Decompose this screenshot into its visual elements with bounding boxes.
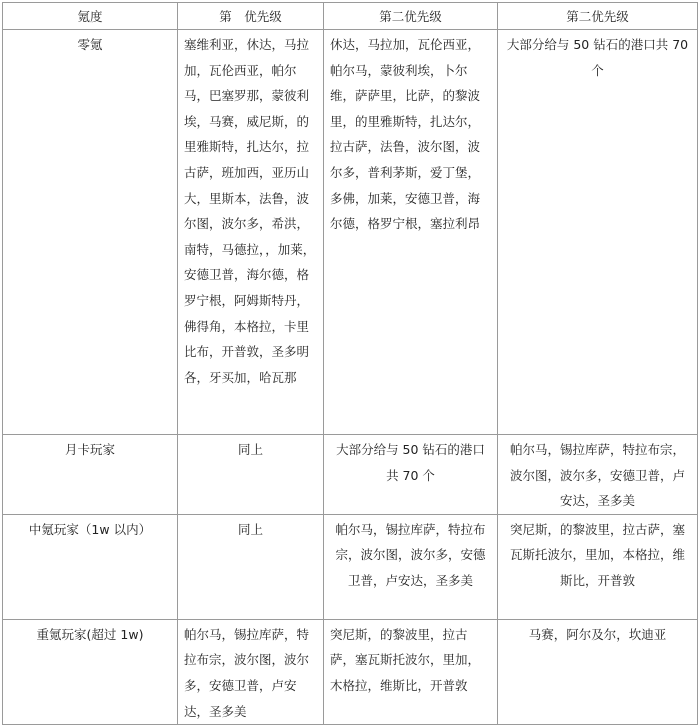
cell-priority-1: 塞维利亚，休达，马拉加，瓦伦西亚，帕尔马，巴塞罗那，蒙彼利埃，马赛，威尼斯，的里雅斯特，扎达尔，拉古萨，班加西，亚历山大，里斯本，法鲁，波尔图，波尔多，希洪，南特，马德拉，，加莱，安德卫普，海尔德，格罗宁根，阿姆斯特丹，佛得角，本格拉，卡里比布，开普敦，圣多明各，牙买加，哈瓦那: [178, 30, 324, 435]
cell-priority-2: 帕尔马，锡拉库萨，特拉布宗，波尔图，波尔多，安德卫普，卢安达，圣多美: [324, 514, 498, 619]
priority-table: [2, 2, 698, 725]
cell-priority-1: 帕尔马，锡拉库萨，特拉布宗，波尔图，波尔多，安德卫普，卢安达，圣多美: [178, 619, 324, 724]
header-row: [3, 3, 698, 30]
cell-priority-3: 突尼斯，的黎波里，拉古萨，塞瓦斯托波尔，里加，本格拉，维斯比，开普敦: [498, 514, 698, 619]
cell-priority-1: 同上: [178, 435, 324, 515]
cell-priority-1: 同上: [178, 514, 324, 619]
table-row: [3, 30, 698, 435]
row-label: 零氪: [3, 30, 178, 435]
cell-priority-3: 马赛，阿尔及尔，坎迪亚: [498, 619, 698, 724]
row-label: 重氪玩家(超过 1w): [3, 619, 178, 724]
cell-priority-3: 帕尔马，锡拉库萨，特拉布宗，波尔图，波尔多，安德卫普，卢安达，圣多美: [498, 435, 698, 515]
header-priority-2: 第二优先级: [324, 3, 498, 30]
table-row: [3, 619, 698, 724]
table-row: [3, 435, 698, 515]
table-row: [3, 514, 698, 619]
cell-priority-2: 休达，马拉加，瓦伦西亚，帕尔马，蒙彼利埃，卜尔维，萨萨里，比萨，的黎波里，的里雅斯特，扎达尔，拉古萨，法鲁，波尔图，波尔多，普利茅斯，爱丁堡，多佛，加莱，安德卫普，海尔德，格罗宁根，塞拉利昂: [324, 30, 498, 435]
row-label: 月卡玩家: [3, 435, 178, 515]
row-label: 中氪玩家（1w 以内）: [3, 514, 178, 619]
cell-priority-3: 大部分给与 50 钻石的港口共 70 个: [498, 30, 698, 435]
cell-priority-2: 大部分给与 50 钻石的港口共 70 个: [324, 435, 498, 515]
cell-priority-2: 突尼斯，的黎波里，拉古萨，塞瓦斯托波尔，里加，木格拉，维斯比，开普敦: [324, 619, 498, 724]
header-priority-1: 第 优先级: [178, 3, 324, 30]
header-tier: 氪度: [3, 3, 178, 30]
header-priority-3: 第二优先级: [498, 3, 698, 30]
